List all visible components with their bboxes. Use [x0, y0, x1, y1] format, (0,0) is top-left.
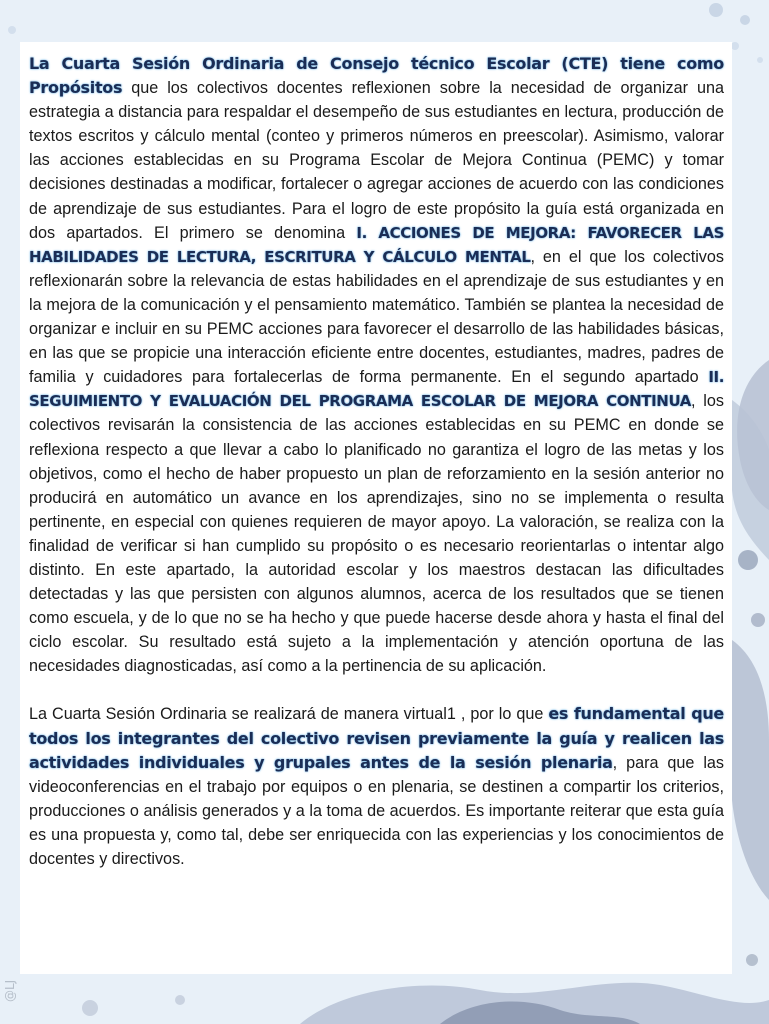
highlight-section-one: I. ACCIONES DE MEJORA: FAVORECER LAS HABILIDADES DE LECTURA, ESCRITURA Y CÁLCULO MENTAL [29, 223, 724, 266]
paragraph-text: , los colectivos revisarán la consistencia de las acciones establecidas en su PEMC en donde se reflexiona respecto a que llevar a cabo lo planificado no garantiza el logro de las metas y los objetivos, como el hecho de haber propuesto un plan de reforzamiento en la sesión anterior no producirá en automático un avance en los aprendizajes, sino no se implementa o resulta pertinente, en especial con quienes requieren de mayor apoyo. La valoración, se realiza con la finalidad de verificar si han cumplido su propósito o es necesario reorientarlas o intentar algo distinto. En este apartado, la autoridad escolar y los maestros destacan las dificultades detectadas y las que persisten con algunos alumnos, acerca de los resultados que se tienen como escuela, y de lo que no se ha hecho y que puede hacerse desde ahora y hasta el final del ciclo escolar. Su resultado está sujeto a la implementación y atención oportuna de las necesidades diagnosticadas, así como a la pertinencia de su aplicación. [29, 392, 724, 676]
deco-dot [8, 26, 16, 34]
deco-dot [751, 613, 765, 627]
highlight-important-note: es fundamental que todos los integrantes del colectivo revisen previamente la guía y realicen las actividades individuales y grupales antes de la sesión plenaria [29, 704, 724, 772]
highlight-section-two: II. SEGUIMIENTO Y EVALUACIÓN DEL PROGRAMA ESCOLAR DE MEJORA CONTINUA [29, 368, 724, 411]
highlight-purpose-heading: La Cuarta Sesión Ordinaria de Consejo técnico Escolar (CTE) tiene como Propósitos [29, 54, 724, 98]
deco-dot [709, 3, 723, 17]
paragraph-text: , para que las videoconferencias en el trabajo por equipos o en plenaria, se destinen a compartir los criterios, producciones o análisis generados y a la toma de acuerdos. Es importante reiterar que esta guía es una propuesta y, como tal, debe ser enriquecida con las experiencias y los conocimientos de docentes y directivos. [29, 753, 725, 868]
paragraph-text: La Cuarta Sesión Ordinaria se realizará de manera virtual1 , por lo que [29, 705, 549, 724]
deco-dot [731, 42, 739, 50]
deco-swirl [732, 640, 769, 900]
deco-dot [746, 954, 758, 966]
deco-dot [175, 995, 185, 1005]
paragraph-virtual-session [29, 702, 724, 871]
watermark: @LJ [3, 979, 17, 1002]
text-card [20, 42, 732, 974]
deco-dot [757, 57, 763, 63]
deco-dot [740, 15, 750, 25]
deco-dot [82, 1000, 98, 1016]
paragraph-text: que los colectivos docentes reflexionen sobre la necesidad de organizar una estrategia a distancia para respaldar el desempeño de sus estudiantes en lectura, producción de textos escritos y cálculo mental (conteo y primeros números en preescolar). Asimismo, valorar las acciones establecidas en su Programa Escolar de Mejora Continua (PEMC) y tomar decisiones destinadas a modificar, fortalecer o agregar acciones de acuerdo con las condiciones de aprendizaje de sus estudiantes. Para el logro de este propósito la guía está organizada en dos apartados. El primero se denomina [29, 79, 724, 242]
paragraph-purposes [29, 52, 724, 678]
paragraph-text: , en el que los colectivos reflexionarán sobre la relevancia de estas habilidades en el aprendizaje de sus estudiantes y en la mejora de la comunicación y el pensamiento matemático. También se plantea la necesidad de organizar e incluir en su PEMC acciones para favorecer el desarrollo de las habilidades básicas, en las que se propicie una interacción eficiente entre docentes, estudiantes, madres, padres de familia y cuidadores para fortalecerlas de forma permanente. En el segundo apartado [29, 247, 724, 387]
deco-dot [738, 550, 758, 570]
